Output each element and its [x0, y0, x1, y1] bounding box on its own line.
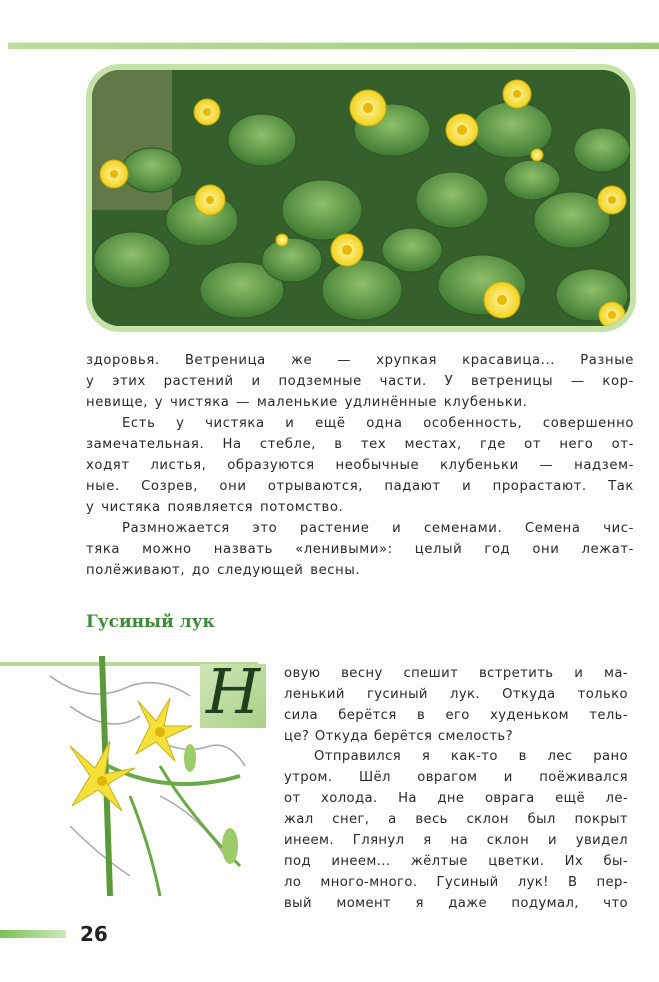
text-line: ло много-много. Гусиный лук! В пер-: [284, 875, 628, 890]
text-line: здоровья. Ветреница же — хрупкая красавица... Разные: [86, 353, 634, 368]
paragraph-goose-onion-story: [284, 746, 628, 914]
paragraph-continuation: [86, 350, 634, 413]
text-line: сила берётся в его худеньком тель-: [284, 708, 628, 723]
text-line: ные. Созрев, они отрываются, падают и прорастают. Так: [86, 479, 634, 494]
text-line: от холода. На дне оврага ещё ле-: [284, 791, 628, 806]
text-line: у чистяка появляется потомство.: [86, 500, 344, 515]
paragraph-tubers: [86, 413, 634, 518]
celandine-photo-icon: [92, 70, 630, 326]
text-line: ходят листья, образуются необычные клубеньки — надзем-: [86, 458, 634, 473]
celandine-photo: [86, 64, 636, 332]
page-number: 26: [80, 922, 108, 946]
text-line: у этих растений и подземные части. У ветреницы — кор-: [86, 374, 634, 389]
text-line: Есть у чистяка и ещё одна особенность, совершенно: [122, 416, 634, 431]
dropcap-letter: Н: [205, 655, 261, 728]
top-decorative-rule: [8, 42, 659, 49]
paragraph-goose-onion-intro: [284, 663, 628, 747]
text-line: под инеем... жёлтые цветки. Их бы-: [284, 854, 628, 869]
section-title: Гусиный лук: [86, 612, 215, 632]
paragraph-seeds: [86, 518, 634, 581]
text-line: инеем. Глянул я на склон и увидел: [284, 833, 628, 848]
text-line: Отправился я как-то в лес рано: [314, 749, 628, 764]
text-line: овую весну спешит встретить и ма-: [284, 666, 628, 681]
text-line: Размножается это растение и семенами. Семена чис-: [122, 521, 634, 536]
text-line: тяка можно назвать «ленивыми»: целый год они лежат-: [86, 542, 634, 557]
text-line: жал снег, а весь склон был покрыт: [284, 812, 628, 827]
text-line: це? Откуда берётся смелость?: [284, 729, 514, 744]
text-line: утром. Шёл оврагом и поёживался: [284, 770, 628, 785]
text-line: вый момент я даже подумал, что: [284, 896, 628, 911]
text-line: замечательная. На стебле, в тех местах, где от него от-: [86, 437, 634, 452]
text-line: полёживают, до следующей весны.: [86, 563, 361, 578]
text-line: невище, у чистяка — маленькие удлинённые клубеньки.: [86, 395, 528, 410]
text-line: ленький гусиный лук. Откуда только: [284, 687, 628, 702]
page-number-decoration: [0, 930, 66, 938]
